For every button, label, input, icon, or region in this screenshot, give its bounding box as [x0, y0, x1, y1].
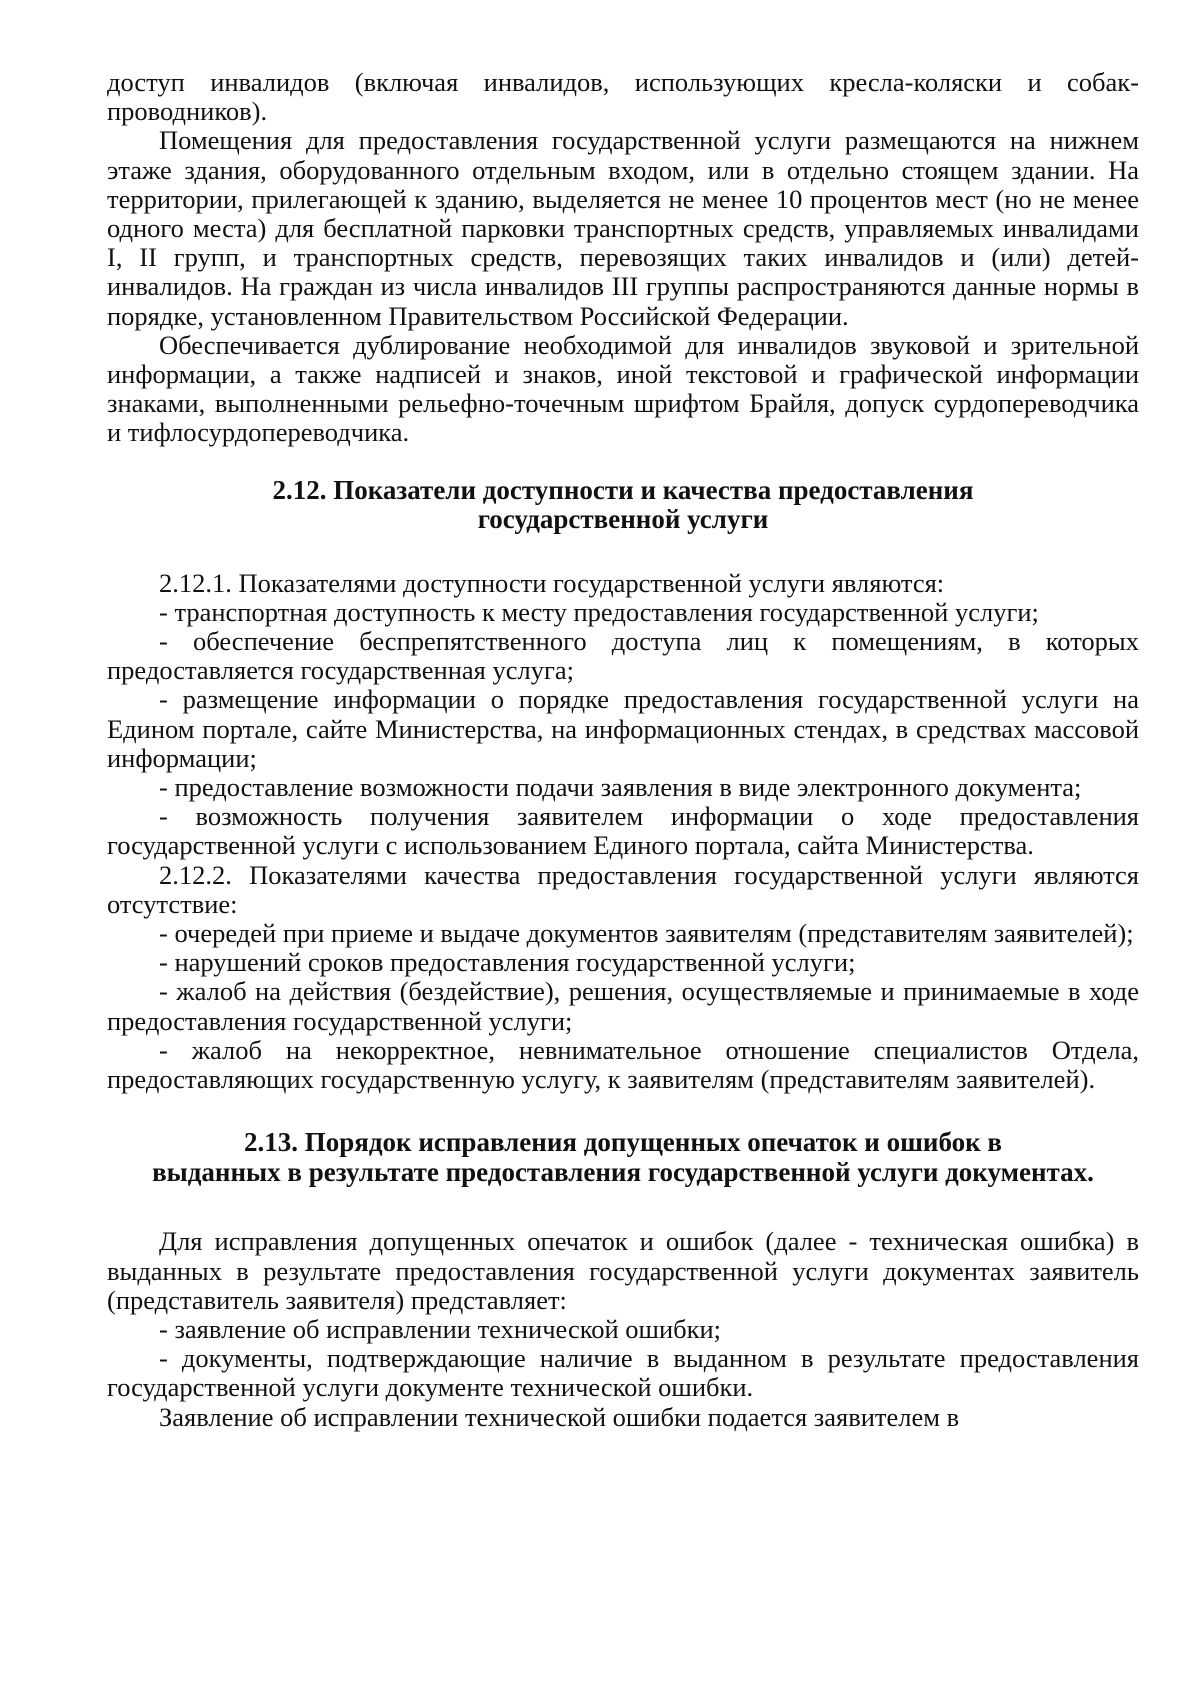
list-item: - документы, подтверждающие наличие в выданном в результате предоставления государственной услуги документе технической ошибки. — [107, 1343, 1139, 1403]
heading-line: 2.13. Порядок исправления допущенных опечаток и ошибок в — [243, 1127, 1003, 1158]
intro-paragraph-2: Помещения для предоставления государственной услуги размещаются на нижнем этаже здания, оборудованного отдельным входом, или в отдельно стоящем здании. На территории, прилегающей к зданию, выделяется не менее 10 процентов мест (но не менее одного места) для бесплатной парковки транспортных средств, управляемых инвалидами I, II групп, и транспортных средств, перевозящих таких инвалидов и (или) детей-инвалидов. На граждан из числа инвалидов III группы распространяются данные нормы в порядке, установленном Правительством Российской Федерации. — [107, 125, 1139, 331]
spacer — [107, 535, 1139, 569]
document-page — [107, 68, 1139, 1432]
list-item: - жалоб на действия (бездействие), решения, осуществляемые и принимаемые в ходе предоставления государственной услуги; — [107, 976, 1139, 1036]
heading-line: государственной услуги — [477, 504, 769, 535]
list-item: - предоставление возможности подачи заявления в виде электронного документа; — [159, 772, 1082, 803]
list-item: - возможность получения заявителем информации о ходе предоставления государственной услуги с использованием Единого портала, сайта Министерства. — [107, 801, 1139, 861]
heading-line: 2.12. Показатели доступности и качества предоставления — [272, 474, 974, 505]
section-heading-2-12 — [107, 476, 1139, 535]
list-item: - размещение информации о порядке предоставления государственной услуги на Едином портале, сайте Министерства, на информационных стендах, в средствах массовой информации; — [107, 684, 1139, 773]
paragraph-2-13-intro: Для исправления допущенных опечаток и ошибок (далее - техническая ошибка) в выданных в результате предоставления государственной услуги документах заявитель (представитель заявителя) представляет: — [107, 1226, 1139, 1315]
intro-paragraph-1: доступ инвалидов (включая инвалидов, использующих кресла-коляски и собак-проводников). — [107, 67, 1139, 127]
list-item: - обеспечение беспрепятственного доступа лиц к помещениям, в которых предоставляется государственная услуга; — [107, 626, 1139, 686]
intro-paragraph-3: Обеспечивается дублирование необходимой для инвалидов звуковой и зрительной информации, а также надписей и знаков, иной текстовой и графической информации знаками, выполненными рельефно-точечным шрифтом Брайля, допуск сурдопереводчика и тифлосурдопереводчика. — [107, 329, 1139, 448]
heading-line: выданных в результате предоставления государственной услуги документах. — [152, 1156, 1094, 1187]
list-item: - очередей при приеме и выдаче документов заявителям (представителям заявителей); — [159, 918, 1134, 949]
paragraph-2-12-1: 2.12.1. Показателями доступности государственной услуги являются: — [159, 567, 945, 598]
spacer — [107, 1094, 1139, 1128]
section-heading-2-13 — [107, 1128, 1139, 1187]
paragraph-2-13-last: Заявление об исправлении технической ошибки подается заявителем в — [159, 1401, 960, 1432]
spacer — [107, 1187, 1139, 1227]
spacer — [107, 448, 1139, 476]
list-item: - заявление об исправлении технической ошибки; — [159, 1313, 722, 1344]
list-item: - нарушений сроков предоставления государственной услуги; — [159, 947, 856, 978]
list-item: - транспортная доступность к месту предоставления государственной услуги; — [159, 596, 1039, 627]
list-item: - жалоб на некорректное, невнимательное отношение специалистов Отдела, предоставляющих государственную услугу, к заявителям (представителям заявителей). — [107, 1034, 1139, 1095]
paragraph-2-12-2: 2.12.2. Показателями качества предоставления государственной услуги являются отсутствие: — [107, 859, 1139, 919]
